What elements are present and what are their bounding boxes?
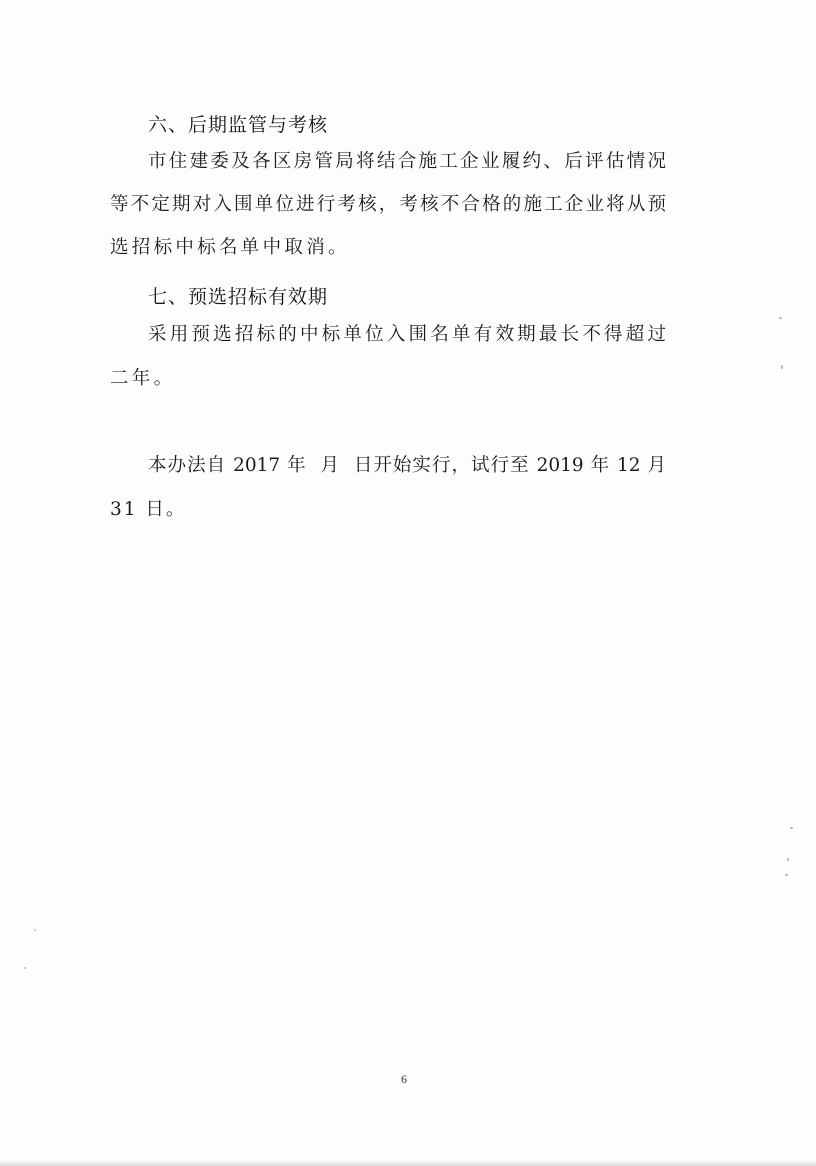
effective-date-line: 31 日。 [110,499,187,520]
page-number: 6 [401,1072,407,1086]
section-heading-6: 六、后期监管与考核 [148,114,329,136]
paragraph-line: 市住建委及各区房管局将结合施工企业履约、后评估情况 [148,151,666,172]
paragraph-line: 等不定期对入围单位进行考核，考核不合格的施工企业将从预 [110,194,666,215]
paragraph-line: 采用预选招标的中标单位入围名单有效期最长不得超过 [148,324,666,345]
scan-bottom-edge [0,1160,816,1166]
effective-date-line: 本办法自 2017 年 月 日开始实行，试行至 2019 年 12 月 [148,455,666,476]
scan-speck [24,967,26,969]
paragraph-line: 选招标中标名单中取消。 [110,237,350,258]
scan-speck [790,827,793,829]
scan-speck [781,365,783,369]
scan-speck [785,874,788,876]
scan-speck [787,858,789,861]
scan-speck [779,317,782,319]
section-heading-7: 七、预选招标有效期 [148,286,329,308]
scan-speck [34,929,36,931]
paragraph-line: 二年。 [110,368,176,389]
